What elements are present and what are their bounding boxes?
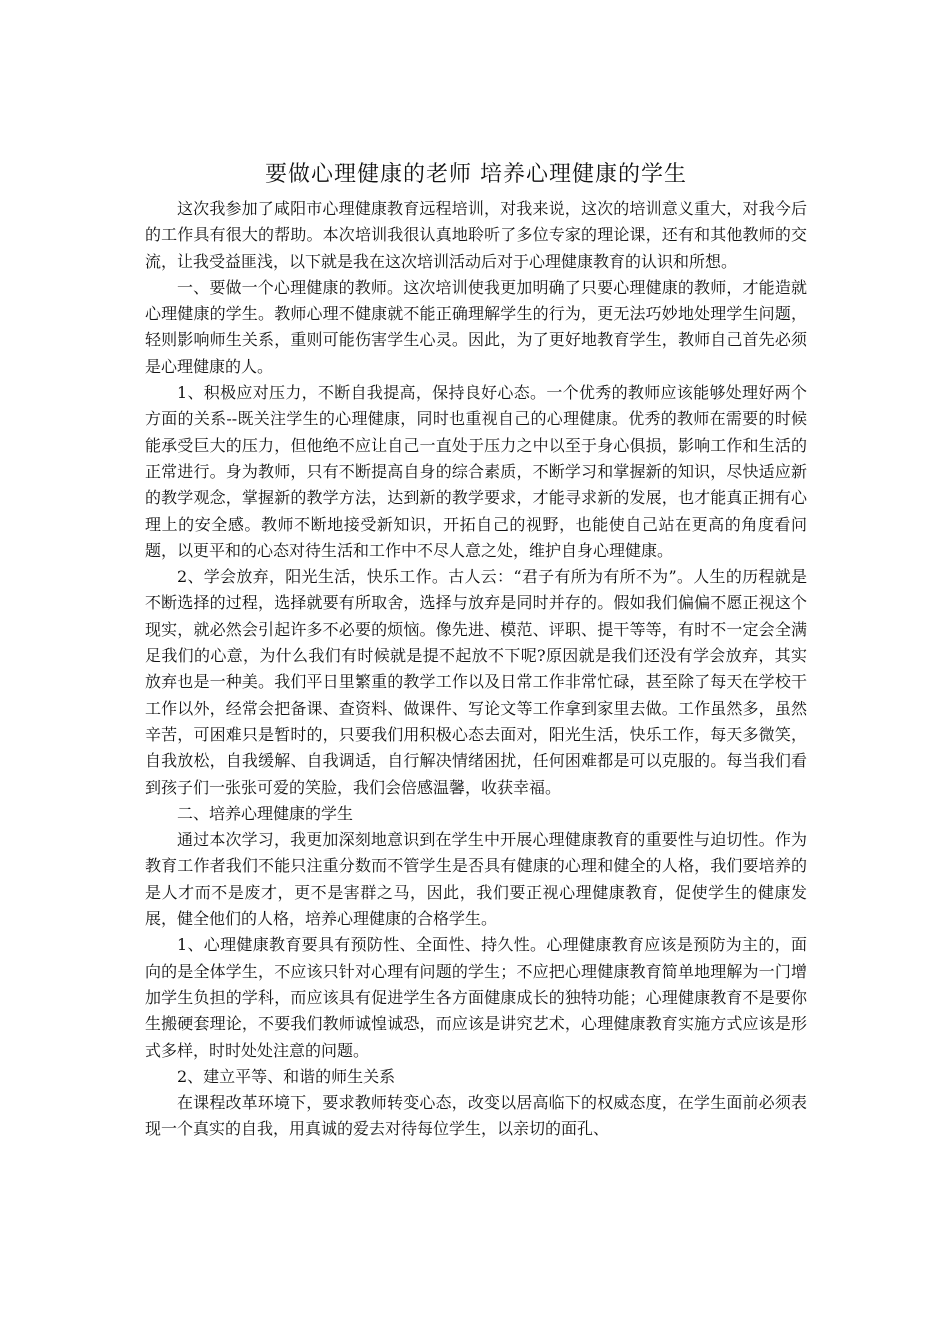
heading-section-two: 二、培养心理健康的学生: [177, 803, 354, 823]
document-title: 要做心理健康的老师 培养心理健康的学生: [265, 162, 687, 187]
paragraph-section-two: 通过本次学习，我更加深刻地意识到在学生中开展心理健康教育的重要性与迫切性。作为教育工作者我们不能只注重分数而不管学生是否具有健康的心理和健全的人格，我们要培养的是人才而不是废才，更不是害群之马，因此，我们要正视心理健康教育，促使学生的健康发展，健全他们的人格，培养心理健康的合格学生。: [145, 830, 807, 929]
paragraph-intro: 这次我参加了咸阳市心理健康教育远程培训，对我来说，这次的培训意义重大，对我今后的工作具有很大的帮助。本次培训我很认真地聆听了多位专家的理论课，还有和其他教师的交流，让我受益匪浅，以下就是我在这次培训活动后对于心理健康教育的认识和所想。: [145, 199, 807, 271]
paragraph-point-1-2: 2、学会放弃，阳光生活，快乐工作。古人云：“君子有所为有所不为”。人生的历程就是不断选择的过程，选择就要有所取舍，选择与放弃是同时并存的。假如我们偏偏不愿正视这个现实，就必然会引起许多不必要的烦恼。像先进、模范、评职、提干等等，有时不一定会全满足我们的心意，为什么我们有时候就是提不起放不下呢?原因就是我们还没有学会放弃，其实放弃也是一种美。我们平日里繁重的教学工作以及日常工作非常忙碌，甚至除了每天在学校干工作以外，经常会把备课、查资料、做课件、写论文等工作拿到家里去做。工作虽然多，虽然辛苦，可困难只是暂时的，只要我们用积极心态去面对，阳光生活，快乐工作，每天多微笑，自我放松，自我缓解、自我调适，自行解决情绪困扰，任何困难都是可以克服的。每当我们看到孩子们一张张可爱的笑脸，我们会倍感温馨，收获幸福。: [145, 567, 807, 797]
paragraph-point-1-1: 1、积极应对压力，不断自我提高，保持良好心态。一个优秀的教师应该能够处理好两个方面的关系--既关注学生的心理健康，同时也重视自己的心理健康。优秀的教师在需要的时候能承受巨大的压力，但他绝不应让自己一直处于压力之中以至于身心俱损，影响工作和生活的正常进行。身为教师，只有不断提高自身的综合素质，不断学习和掌握新的知识，尽快适应新的教学观念，掌握新的教学方法，达到新的教学要求，才能寻求新的发展，也才能真正拥有心理上的安全感。教师不断地接受新知识，开拓自己的视野，也能使自己站在更高的角度看问题，以更平和的心态对待生活和工作中不尽人意之处，维护自身心理健康。: [145, 383, 807, 560]
heading-point-2-2: 2、建立平等、和谐的师生关系: [177, 1066, 396, 1086]
paragraph-point-2-1: 1、心理健康教育要具有预防性、全面性、持久性。心理健康教育应该是预防为主的，面向的是全体学生，不应该只针对心理有问题的学生；不应把心理健康教育简单地理解为一门增加学生负担的学科，而应该具有促进学生各方面健康成长的独特功能；心理健康教育不是要你生搬硬套理论，不要我们教师诚惶诚恐，而应该是讲究艺术，心理健康教育实施方式应该是形式多样，时时处处注意的问题。: [145, 935, 807, 1060]
paragraph-point-2-2: 在课程改革环境下，要求教师转变心态，改变以居高临下的权威态度，在学生面前必须表现一个真实的自我，用真诚的爱去对待每位学生，以亲切的面孔、: [145, 1093, 807, 1139]
document-page: [145, 158, 807, 1143]
paragraph-section-one: 一、要做一个心理健康的教师。这次培训使我更加明确了只要心理健康的教师，才能造就心理健康的学生。教师心理不健康就不能正确理解学生的行为，更无法巧妙地处理学生问题，轻则影响师生关系，重则可能伤害学生心灵。因此，为了更好地教育学生，教师自己首先必须是心理健康的人。: [145, 277, 807, 376]
